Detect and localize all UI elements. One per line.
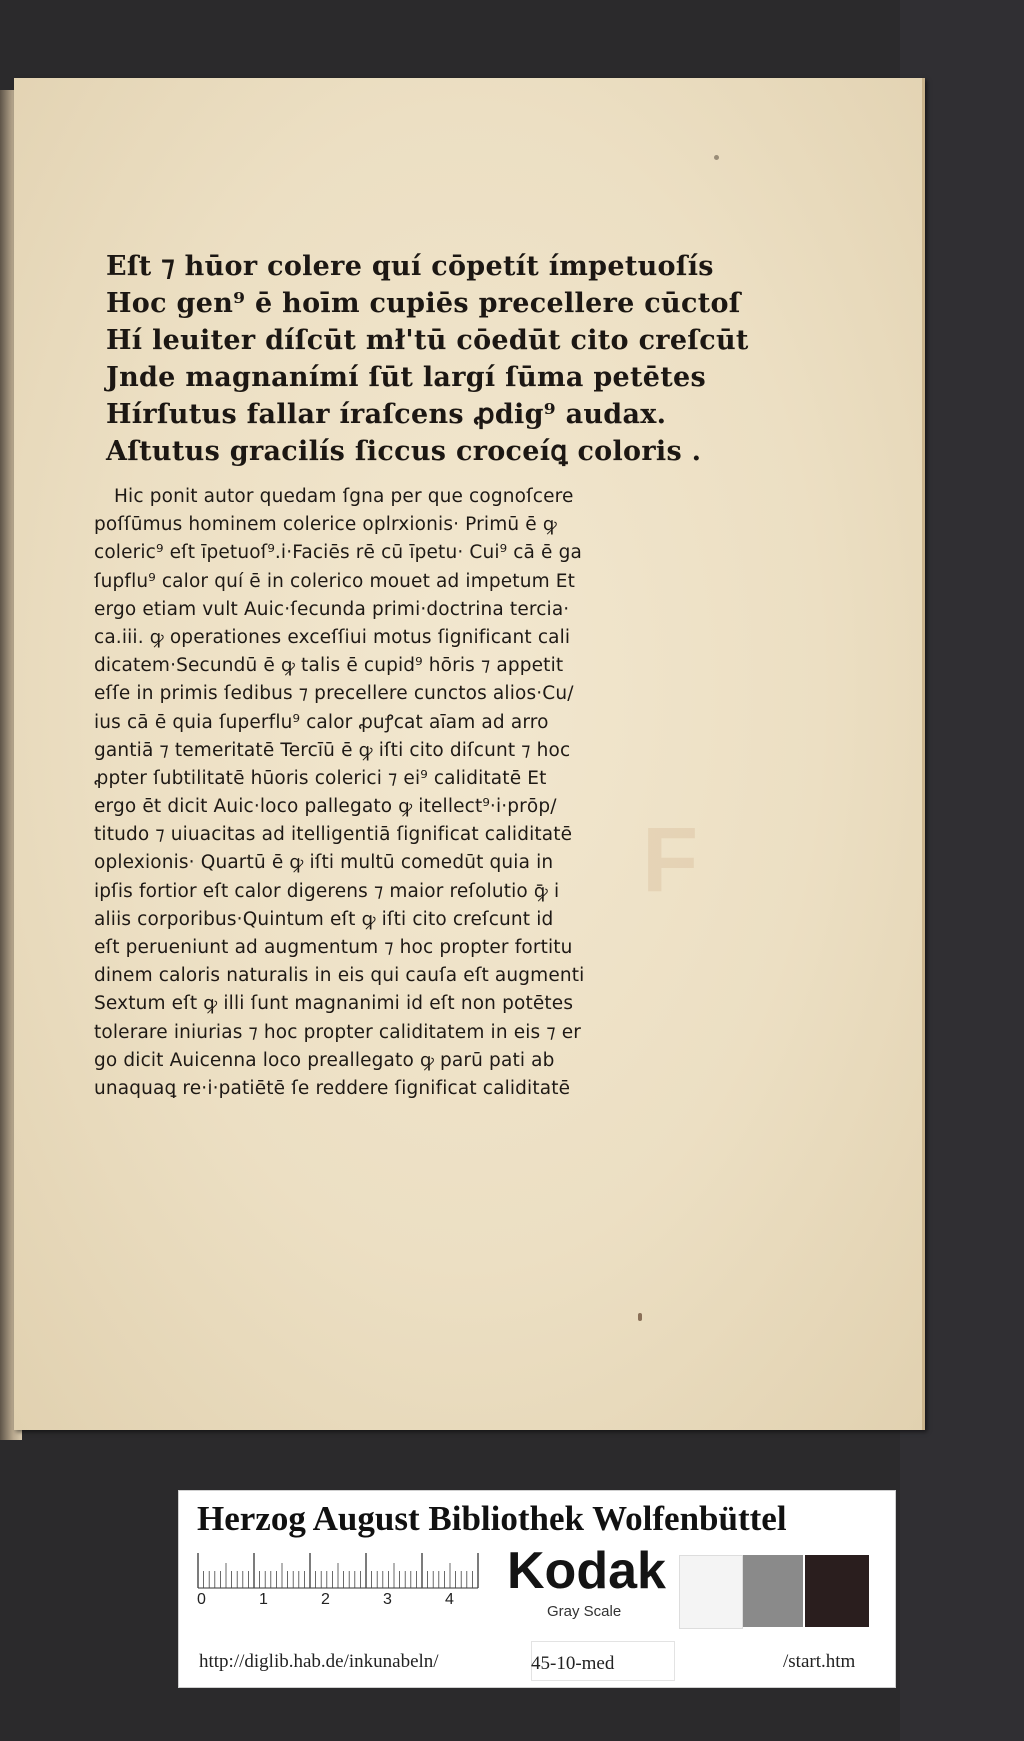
- ruler-label: 0: [197, 1591, 206, 1608]
- commentary-line: eſſe in primis ſedibus ⁊ precellere cunctos alios·Cu/: [94, 683, 574, 705]
- ruler-ticks: [197, 1553, 479, 1589]
- commentary-line: ergo ēt dicit Auic·loco pallegato ꝙ itellect⁹·i·prōp/: [94, 796, 557, 818]
- institution-name: Herzog August Bibliothek Wolfenbüttel: [197, 1499, 787, 1538]
- commentary-line: ius cā ē quia ſuperflu⁹ calor ꝓuꝭcat aīam ad arro: [94, 711, 549, 733]
- verse-line: Eſt ⁊ hūor colere quí cōpetít ímpetuoſís: [106, 251, 714, 282]
- gray-swatch-light: [679, 1555, 743, 1629]
- manuscript-page: [14, 78, 925, 1430]
- gray-scale-label: Gray Scale: [547, 1603, 622, 1620]
- verse-line: Jnde magnanímí ſūt largí ſūma petētes: [106, 362, 707, 393]
- commentary-line: gantiā ⁊ temeritatē Tercīū ē ꝙ iſti cito diſcunt ⁊ hoc: [94, 739, 571, 761]
- watermark-glyph: F: [642, 809, 699, 911]
- ruler-label: 1: [259, 1591, 268, 1608]
- kodak-logo: Kodak: [507, 1542, 666, 1600]
- scale-ruler: [197, 1553, 479, 1609]
- verse-line: Hoc gen⁹ ē hoīm cupiēs precellere cūctoſ: [106, 288, 741, 319]
- shelfmark: 45-10-med: [531, 1653, 615, 1674]
- gray-swatch-dark: [805, 1555, 869, 1627]
- verse-line: Aſtutus gracilís ſiccus croceíꝗ coloris .: [106, 436, 702, 467]
- commentary-line: ꝓpter ſubtilitatē hūoris colerici ⁊ ei⁹ caliditatē Et: [94, 767, 547, 789]
- commentary-line: titudo ⁊ uiuacitas ad itelligentiā ſignificat caliditatē: [94, 824, 573, 846]
- commentary-line: coleric⁹ eſt īpetuoſ⁹.i·Faciēs rē cū īpetu· Cui⁹ cā ē ga: [94, 542, 582, 564]
- ruler-label: 4: [445, 1591, 454, 1608]
- gray-swatch-mid: [743, 1555, 803, 1627]
- commentary-line: tolerare iniurias ⁊ hoc propter caliditatem in eis ⁊ er: [94, 1021, 582, 1043]
- commentary-line: unaquaꝗ re·i·patiētē ſe reddere ſignificat caliditatē: [94, 1077, 571, 1099]
- commentary-block: [94, 483, 672, 1103]
- paper-spot: [714, 155, 719, 160]
- commentary-line: aliis corporibus·Quintum eſt ꝙ iſti cito creſcunt id: [94, 908, 554, 930]
- ruler-label: 2: [321, 1591, 330, 1608]
- commentary-line: ergo etiam vult Auic·ſecunda primi·doctrina tercia·: [94, 598, 570, 620]
- commentary-line: poſſūmus hominem colerice oplrxionis· Primū ē ꝙ: [94, 514, 557, 536]
- ruler-label: 3: [383, 1591, 392, 1608]
- commentary-line: ca.iii. ꝙ operationes exceſſiui motus ſignificant cali: [94, 626, 571, 648]
- commentary-line: Hic ponit autor quedam ſgna per que cognoſcere: [114, 486, 574, 507]
- library-reference-card: [178, 1490, 896, 1688]
- commentary-line: oplexionis· Quartū ē ꝙ iſti multū comedūt quia in: [94, 852, 554, 874]
- commentary-line: Sextum eſt ꝙ illi ſunt magnanimi id eſt non potētes: [94, 993, 574, 1015]
- commentary-line: ipſis fortior eſt calor digerens ⁊ maior reſolutio ꝙ̄ i: [94, 880, 560, 902]
- verse-block: [106, 248, 749, 470]
- verse-line: Hí leuiter díſcūt mł'tū cōedūt cito creſcūt: [106, 325, 749, 356]
- verse-line: Hírſutus fallar íraſcens ꝓdig⁹ audax.: [106, 399, 667, 430]
- source-url: http://diglib.hab.de/inkunabeln/: [199, 1651, 439, 1672]
- commentary-line: go dicit Auicenna loco preallegato ꝙ parū pati ab: [94, 1049, 555, 1071]
- ink-mark: [638, 1313, 642, 1321]
- commentary-line: eſt perueniunt ad augmentum ⁊ hoc propter fortitu: [94, 937, 573, 958]
- commentary-line: dinem caloris naturalis in eis qui cauſa eſt augmenti: [94, 965, 585, 987]
- start-page-url: /start.htm: [783, 1651, 856, 1672]
- commentary-line: dicatem·Secundū ē ꝙ talis ē cupid⁹ hōris ⁊ appetit: [94, 655, 564, 677]
- commentary-line: ſupflu⁹ calor quí ē in colerico mouet ad impetum Et: [94, 570, 576, 592]
